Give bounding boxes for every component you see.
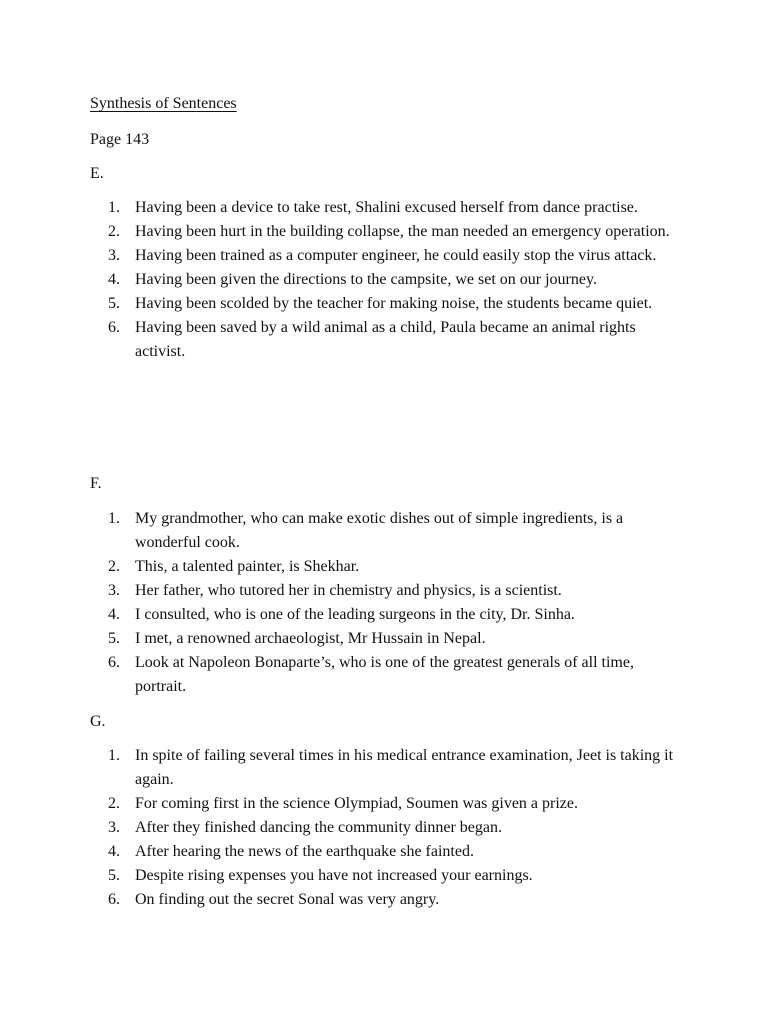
list-item: 3. Her father, who tutored her in chemistry and physics, is a scientist. (108, 582, 562, 599)
list-item-text: On finding out the secret Sonal was very angry. (135, 891, 440, 908)
list-item: 6. On finding out the secret Sonal was very angry. (108, 891, 440, 908)
list-item-text: After they finished dancing the community dinner began. (135, 819, 503, 836)
page-title: Synthesis of Sentences (90, 95, 237, 112)
list-item-text: For coming first in the science Olympiad, Soumen was given a prize. (135, 795, 579, 812)
list-item: 1. In spite of failing several times in his medical entrance examination, Jeet is taking it again. (108, 747, 674, 788)
list-item-text: Having been given the directions to the campsite, we set on our journey. (135, 271, 597, 288)
section-label-e: E. (90, 165, 104, 182)
list-item: 4. I consulted, who is one of the leading surgeons in the city, Dr. Sinha. (108, 606, 575, 623)
section-label-f: F. (90, 475, 102, 492)
section-label-g: G. (90, 713, 106, 730)
list-item: 5. Having been scolded by the teacher for making noise, the students became quiet. (108, 295, 653, 312)
list-item-text: In spite of failing several times in his medical entrance examination, Jeet is taking it again. (135, 747, 674, 788)
list-item: 1. Having been a device to take rest, Shalini excused herself from dance practise. (108, 199, 638, 216)
list-item: 4. Having been given the directions to the campsite, we set on our journey. (108, 271, 597, 288)
list-item: 3. After they finished dancing the community dinner began. (108, 819, 503, 836)
list-item-text: Having been saved by a wild animal as a child, Paula became an animal rights activist. (135, 319, 636, 360)
list-item-text: Having been scolded by the teacher for making noise, the students became quiet. (135, 295, 653, 312)
list-item-text: This, a talented painter, is Shekhar. (135, 558, 360, 575)
list-item-text: Having been hurt in the building collapse, the man needed an emergency operation. (135, 223, 670, 240)
section-f-list (0, 507, 768, 699)
list-item: 4. After hearing the news of the earthquake she fainted. (108, 843, 474, 860)
list-item: 5. I met, a renowned archaeologist, Mr Hussain in Nepal. (108, 630, 486, 647)
section-g-list (0, 744, 768, 912)
list-item: 2. This, a talented painter, is Shekhar. (108, 558, 360, 575)
page-number-label: Page 143 (90, 131, 150, 148)
list-item: 5. Despite rising expenses you have not increased your earnings. (108, 867, 533, 884)
list-item-text: Despite rising expenses you have not increased your earnings. (135, 867, 533, 884)
list-item: 1. My grandmother, who can make exotic dishes out of simple ingredients, is a wonderful cook. (108, 510, 624, 551)
list-item: 6. Having been saved by a wild animal as a child, Paula became an animal rights activist. (108, 319, 636, 360)
list-item: 2. For coming first in the science Olympiad, Soumen was given a prize. (108, 795, 579, 812)
list-item-text: Look at Napoleon Bonaparte’s, who is one of the greatest generals of all time, portrait. (135, 654, 634, 695)
list-item: 3. Having been trained as a computer engineer, he could easily stop the virus attack. (108, 247, 657, 264)
list-item-text: I consulted, who is one of the leading surgeons in the city, Dr. Sinha. (135, 606, 575, 623)
list-item-text: After hearing the news of the earthquake she fainted. (135, 843, 474, 860)
list-item-text: Having been trained as a computer engineer, he could easily stop the virus attack. (135, 247, 657, 264)
list-item: 2. Having been hurt in the building collapse, the man needed an emergency operation. (108, 223, 670, 240)
list-item-text: My grandmother, who can make exotic dishes out of simple ingredients, is a wonderful cook. (135, 510, 624, 551)
list-item-text: Her father, who tutored her in chemistry and physics, is a scientist. (135, 582, 562, 599)
list-item: 6. Look at Napoleon Bonaparte’s, who is one of the greatest generals of all time, portrait. (108, 654, 634, 695)
section-e-list (0, 196, 768, 364)
list-item-text: I met, a renowned archaeologist, Mr Hussain in Nepal. (135, 630, 486, 647)
list-item-text: Having been a device to take rest, Shalini excused herself from dance practise. (135, 199, 638, 216)
